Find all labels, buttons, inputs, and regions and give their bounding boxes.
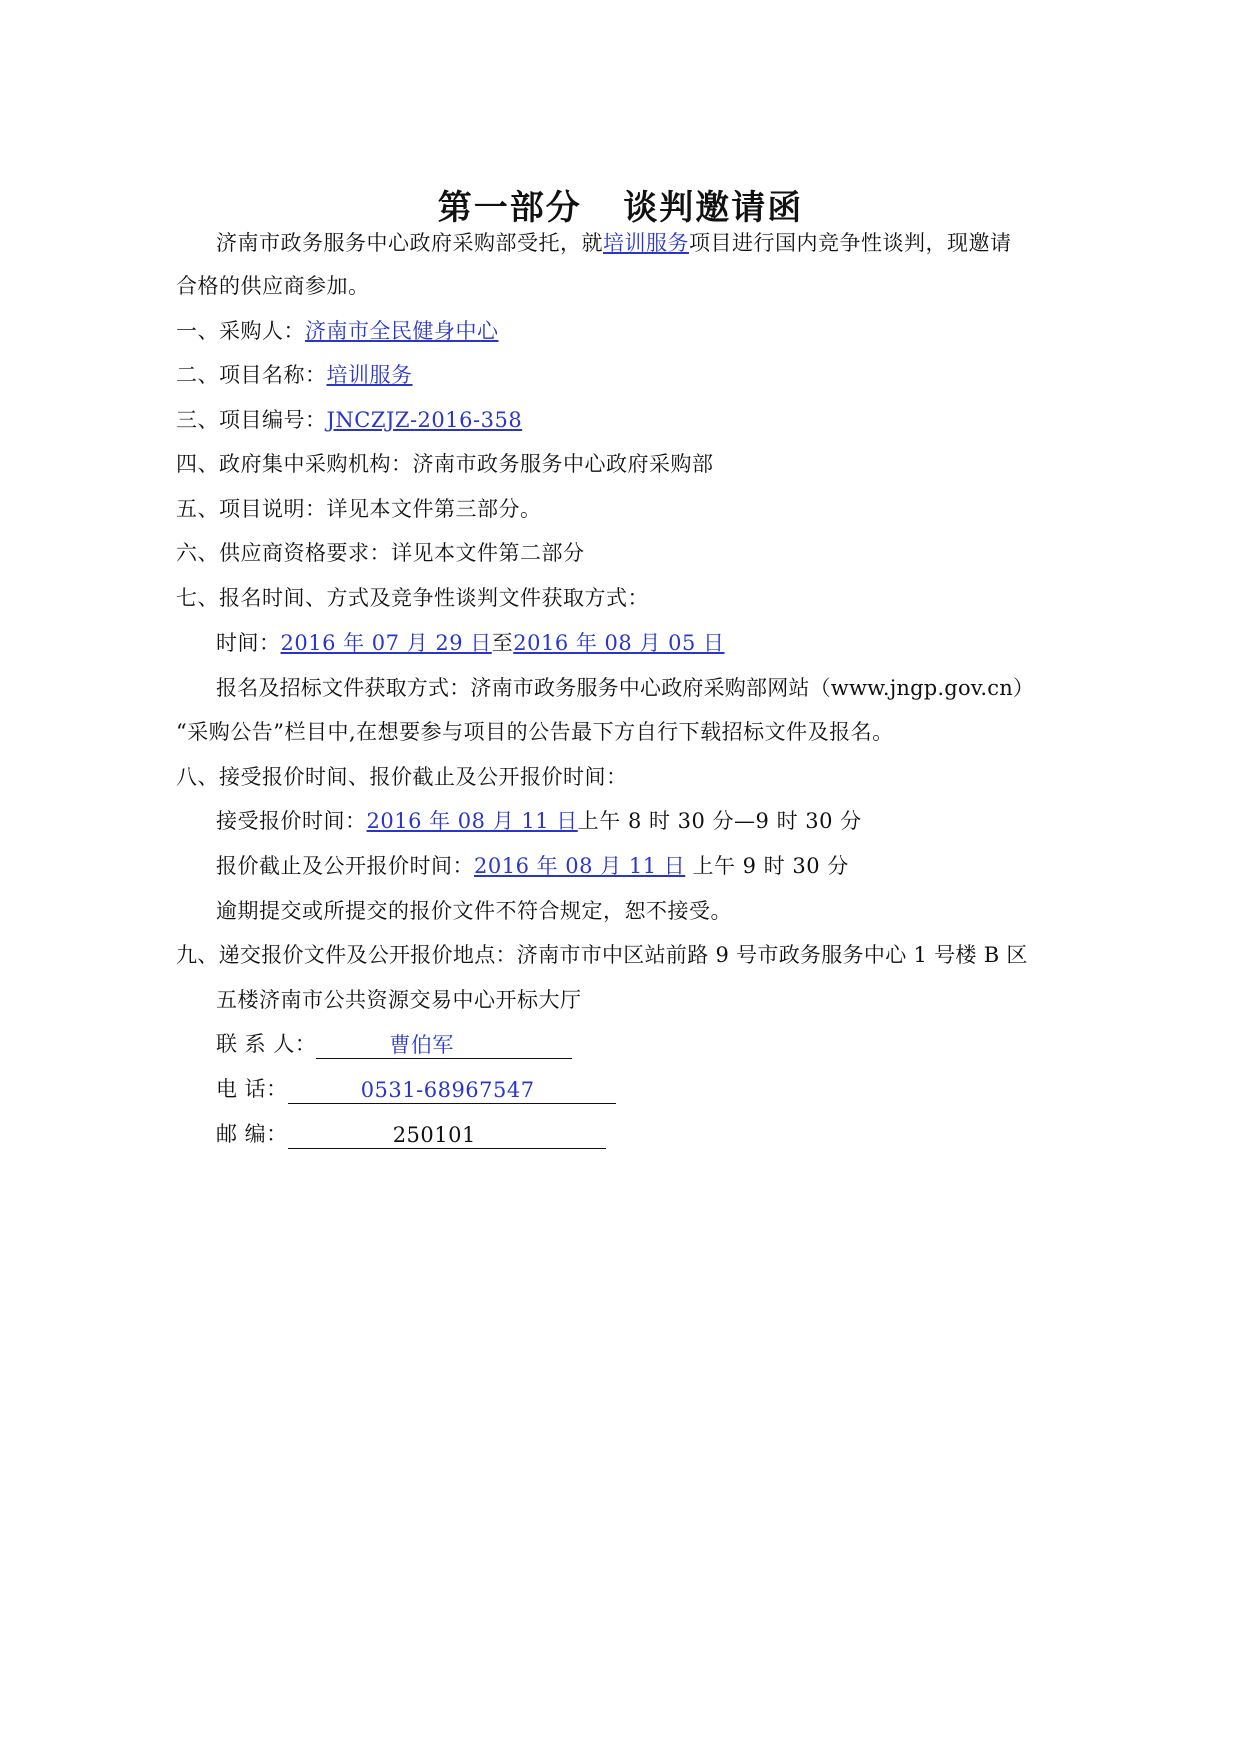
intro-paragraph-line2: 合格的供应商参加。 <box>176 274 370 298</box>
postcode-label: 邮 编： <box>216 1122 288 1146</box>
intro-text-cont: 项目进行国内竞争性谈判，现邀请 <box>689 231 1012 255</box>
deadline-quote-time <box>216 851 849 881</box>
contact-value: 曹伯军 <box>389 1033 454 1057</box>
purchaser-link[interactable]: 济南市全民健身中心 <box>305 319 499 343</box>
item-location-line2: 五楼济南市公共资源交易中心开标大厅 <box>216 988 582 1012</box>
item-description: 五、项目说明：详见本文件第三部分。 <box>176 497 542 521</box>
phone-row <box>216 1074 616 1104</box>
item-qualification: 六、供应商资格要求：详见本文件第二部分 <box>176 541 585 565</box>
registration-time <box>216 628 725 658</box>
project-name-label: 二、项目名称： <box>176 363 327 387</box>
item-agency: 四、政府集中采购机构：济南市政务服务中心政府采购部 <box>176 452 714 476</box>
deadline-date-link[interactable]: 2016 年 08 月 11 日 <box>474 854 686 878</box>
late-note: 逾期提交或所提交的报价文件不符合规定，恕不接受。 <box>216 899 732 923</box>
project-number-link[interactable]: JNCZJZ-2016-358 <box>326 408 523 432</box>
intro-text: 济南市政务服务中心政府采购部受托，就 <box>216 231 603 255</box>
page-title: 第一部分 谈判邀请函 <box>437 188 804 228</box>
project-name-link[interactable]: 培训服务 <box>326 363 413 387</box>
time-end-link[interactable]: 2016 年 08 月 05 日 <box>513 631 725 655</box>
accept-time: 上午 8 时 30 分—9 时 30 分 <box>577 809 862 833</box>
deadline-label: 报价截止及公开报价时间： <box>216 854 474 878</box>
deadline-time: 上午 9 时 30 分 <box>685 854 849 878</box>
item-project-number <box>176 405 522 435</box>
contact-row <box>216 1029 572 1059</box>
item-quote-time: 八、接受报价时间、报价截止及公开报价时间： <box>176 765 628 789</box>
phone-label: 电 话： <box>216 1077 288 1101</box>
accept-date-link[interactable]: 2016 年 08 月 11 日 <box>366 809 578 833</box>
accept-label: 接受报价时间： <box>216 809 367 833</box>
registration-method-line2: “采购公告”栏目中,在想要参与项目的公告最下方自行下载招标文件及报名。 <box>176 720 894 744</box>
purchaser-label: 一、采购人： <box>176 319 305 343</box>
project-number-label: 三、项目编号： <box>176 408 327 432</box>
phone-field <box>288 1075 616 1104</box>
contact-field <box>316 1030 572 1059</box>
registration-method: 报名及招标文件获取方式：济南市政务服务中心政府采购部网站（www.jngp.gov.cn） <box>216 676 1035 700</box>
contact-label: 联 系 人： <box>216 1032 317 1056</box>
postcode-row <box>216 1119 606 1149</box>
accept-quote-time <box>216 806 862 836</box>
postcode-value: 250101 <box>392 1123 476 1147</box>
item-location: 九、递交报价文件及公开报价地点：济南市市中区站前路 9 号市政务服务中心 1 号楼 B 区 <box>176 943 1028 967</box>
item-registration: 七、报名时间、方式及竞争性谈判文件获取方式： <box>176 586 649 610</box>
item-purchaser <box>176 316 499 346</box>
time-to: 至 <box>491 631 514 655</box>
project-link[interactable]: 培训服务 <box>603 231 689 255</box>
phone-value: 0531-68967547 <box>360 1078 535 1102</box>
time-start-link[interactable]: 2016 年 07 月 29 日 <box>280 631 492 655</box>
time-label: 时间： <box>216 631 281 655</box>
item-project-name <box>176 360 413 390</box>
postcode-field <box>288 1120 606 1149</box>
intro-paragraph <box>216 228 1012 258</box>
